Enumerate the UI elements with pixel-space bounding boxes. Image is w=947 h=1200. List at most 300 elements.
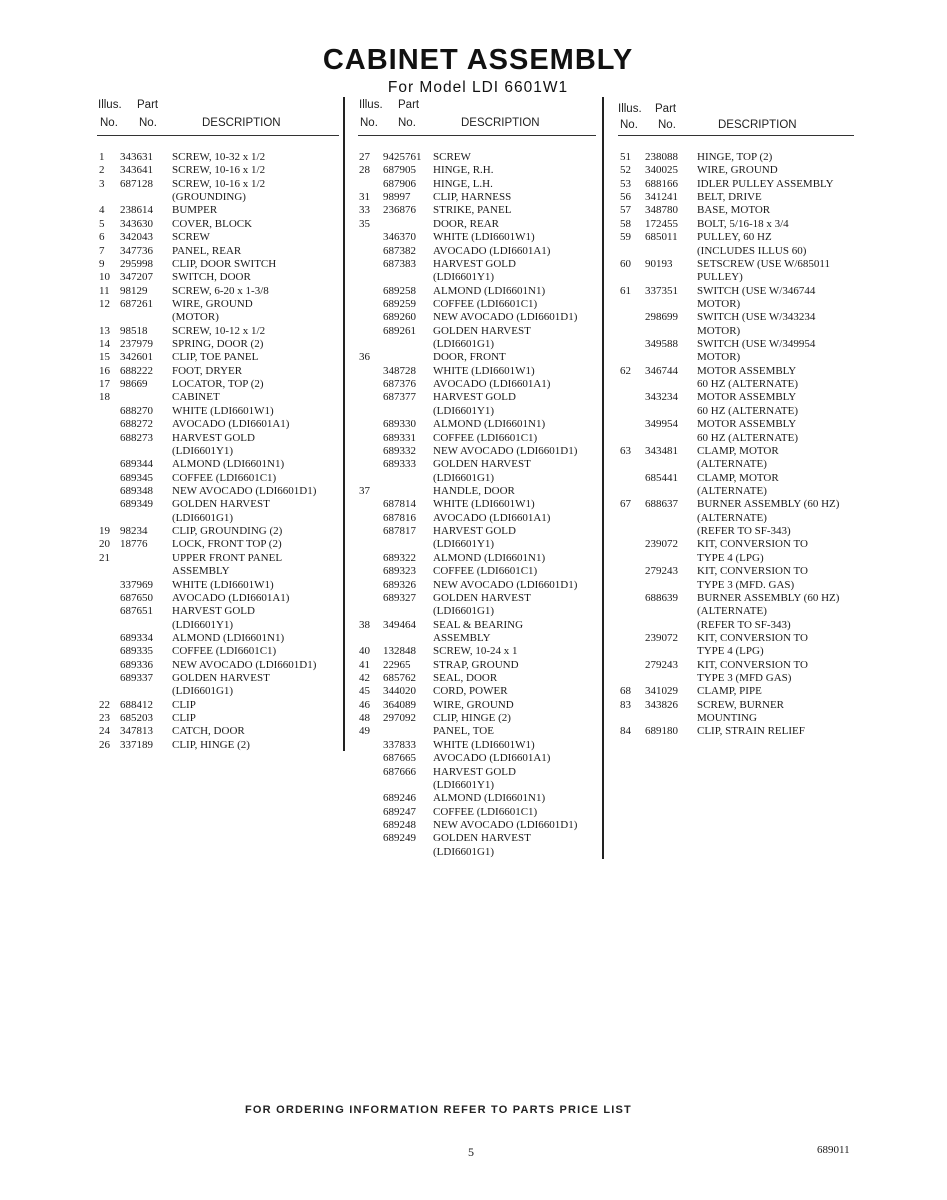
part-description: COFFEE (LDI6601C1) [433, 565, 538, 578]
illus-number: 18 [99, 391, 110, 404]
illus-number: 40 [359, 645, 370, 658]
part-description: (LDI6601G1) [433, 338, 495, 351]
table-row [618, 579, 854, 592]
column-header [618, 97, 854, 136]
illus-number: 56 [620, 191, 631, 204]
part-number: 687905 [383, 164, 416, 177]
part-description: HARVEST GOLD [433, 765, 516, 778]
table-row [97, 525, 339, 538]
part-number: 349588 [645, 338, 678, 351]
table-row [97, 245, 339, 258]
table-row [358, 645, 596, 658]
table-row [97, 271, 339, 284]
part-number: 348728 [383, 364, 416, 377]
table-row [358, 472, 596, 485]
part-number: 689249 [383, 832, 416, 845]
part-number: 687376 [383, 378, 416, 391]
table-row [97, 164, 339, 177]
table-row [618, 472, 854, 485]
illus-number: 23 [99, 712, 110, 725]
part-description: IDLER PULLEY ASSEMBLY [697, 177, 834, 190]
illus-number: 13 [99, 324, 110, 337]
illus-number: 12 [99, 297, 110, 310]
part-description: NEW AVOCADO (LDI6601D1) [172, 484, 317, 497]
part-number: 344020 [383, 685, 416, 698]
table-row [618, 271, 854, 284]
part-description: DOOR, FRONT [433, 351, 506, 364]
part-description: GOLDEN HARVEST [172, 672, 270, 685]
table-row [97, 565, 339, 578]
part-description: NEW AVOCADO (LDI6601D1) [433, 578, 578, 591]
part-number: 688222 [120, 364, 153, 377]
part-description: BUMPER [172, 204, 218, 217]
part-number: 342043 [120, 231, 153, 244]
part-description: WHITE (LDI6601W1) [433, 498, 535, 511]
part-description: CLIP, DOOR SWITCH [172, 257, 277, 270]
part-description: CABINET [172, 391, 220, 404]
illus-number: 41 [359, 658, 370, 671]
part-description: CLAMP, PIPE [697, 685, 762, 698]
part-description: HINGE, R.H. [433, 164, 494, 177]
part-number: 689259 [383, 297, 416, 310]
table-row [97, 151, 339, 164]
table-row [618, 685, 854, 698]
illus-number: 17 [99, 378, 110, 391]
table-row [618, 445, 854, 458]
table-row [358, 325, 596, 338]
illus-number: 16 [99, 364, 110, 377]
part-description: TYPE 3 (MFD GAS) [697, 672, 792, 685]
part-description: 60 HZ (ALTERNATE) [697, 378, 799, 391]
part-description: GOLDEN HARVEST [433, 324, 531, 337]
part-number: 687377 [383, 391, 416, 404]
table-row [97, 485, 339, 498]
illus-number: 7 [99, 244, 105, 257]
illus-number: 35 [359, 217, 370, 230]
part-number: 689345 [120, 471, 153, 484]
table-row [618, 712, 854, 725]
part-number: 364089 [383, 698, 416, 711]
part-number: 341029 [645, 685, 678, 698]
part-number: 346744 [645, 364, 678, 377]
part-description: SCREW, 10-32 x 1/2 [172, 151, 266, 163]
table-row [97, 365, 339, 378]
illus-number: 6 [99, 231, 105, 244]
table-row [618, 725, 854, 738]
table-row [618, 245, 854, 258]
table-row [618, 525, 854, 538]
part-number: 9425761 [383, 151, 422, 163]
part-description: SCREW [433, 151, 471, 163]
part-description: BASE, MOTOR [697, 204, 771, 217]
illus-number: 67 [620, 498, 631, 511]
part-description: AVOCADO (LDI6601A1) [172, 418, 290, 431]
table-row [97, 538, 339, 551]
table-row [358, 605, 596, 618]
table-row [358, 699, 596, 712]
part-description: CLIP [172, 712, 196, 725]
part-number: 343234 [645, 391, 678, 404]
table-row [618, 258, 854, 271]
table-row [358, 151, 596, 164]
table-row [97, 191, 339, 204]
illus-number: 62 [620, 364, 631, 377]
table-row [618, 351, 854, 364]
header-part-no: No. [658, 119, 676, 131]
illus-number: 2 [99, 164, 105, 177]
illus-number: 51 [620, 151, 631, 163]
table-row [358, 485, 596, 498]
table-row [358, 178, 596, 191]
part-description: SCREW, 10-16 x 1/2 [172, 164, 266, 177]
part-description: ALMOND (LDI6601N1) [172, 458, 285, 471]
part-number: 688412 [120, 698, 153, 711]
part-description: GOLDEN HARVEST [172, 498, 270, 511]
part-description: AVOCADO (LDI6601A1) [172, 591, 290, 604]
part-description: (ALTERNATE) [697, 605, 767, 618]
table-row [358, 806, 596, 819]
part-number: 689258 [383, 284, 416, 297]
illus-number: 22 [99, 698, 110, 711]
table-row [97, 378, 339, 391]
part-number: 689327 [383, 591, 416, 604]
table-row [618, 338, 854, 351]
table-row [618, 191, 854, 204]
table-row [358, 258, 596, 271]
part-number: 689246 [383, 792, 416, 805]
illus-number: 36 [359, 351, 370, 364]
table-row [618, 231, 854, 244]
part-description: NEW AVOCADO (LDI6601D1) [433, 818, 578, 831]
part-description: SETSCREW (USE W/685011 [697, 257, 831, 270]
part-number: 337351 [645, 284, 678, 297]
table-row [97, 231, 339, 244]
illus-number: 37 [359, 484, 370, 497]
illus-number: 27 [359, 151, 370, 163]
illus-number: 11 [99, 284, 110, 297]
illus-number: 57 [620, 204, 631, 217]
table-row [358, 164, 596, 177]
part-number: 342601 [120, 351, 153, 364]
part-description: PULLEY) [697, 271, 743, 284]
parts-column-2 [358, 97, 596, 859]
table-row [358, 512, 596, 525]
illus-number: 14 [99, 338, 110, 351]
part-number: 298699 [645, 311, 678, 324]
table-row [618, 164, 854, 177]
table-row [618, 458, 854, 471]
illus-number: 48 [359, 712, 370, 725]
part-description: MOUNTING [697, 712, 757, 725]
table-row [358, 298, 596, 311]
part-number: 689344 [120, 458, 153, 471]
table-row [97, 605, 339, 618]
table-row [358, 231, 596, 244]
column-divider [343, 97, 345, 751]
table-row [97, 672, 339, 685]
part-description: TYPE 3 (MFD. GAS) [697, 578, 795, 591]
illus-number: 46 [359, 698, 370, 711]
part-description: SCREW, 10-12 x 1/2 [172, 324, 266, 337]
table-row [97, 351, 339, 364]
part-number: 689333 [383, 458, 416, 471]
part-number: 688273 [120, 431, 153, 444]
part-number: 236876 [383, 204, 416, 217]
table-row [97, 725, 339, 738]
part-number: 689348 [120, 484, 153, 497]
column-header [97, 97, 339, 136]
table-row [618, 218, 854, 231]
part-description: AVOCADO (LDI6601A1) [433, 511, 551, 524]
table-row [358, 819, 596, 832]
part-number: 98518 [120, 324, 148, 337]
part-number: 687128 [120, 177, 153, 190]
illus-number: 3 [99, 177, 105, 190]
part-number: 687817 [383, 525, 416, 538]
part-number: 689334 [120, 631, 153, 644]
part-description: WIRE, GROUND [172, 297, 253, 310]
table-row [97, 619, 339, 632]
part-number: 98669 [120, 378, 148, 391]
table-row [618, 405, 854, 418]
part-number: 689323 [383, 565, 416, 578]
header-illus-no: No. [360, 117, 378, 129]
part-description: (LDI6601Y1) [433, 778, 495, 791]
illus-number: 19 [99, 525, 110, 538]
part-number: 688639 [645, 591, 678, 604]
parts-column-3 [618, 97, 854, 739]
illus-number: 31 [359, 191, 370, 204]
illus-number: 21 [99, 551, 110, 564]
part-number: 239072 [645, 631, 678, 644]
part-description: HANDLE, DOOR [433, 484, 515, 497]
part-number: 98234 [120, 525, 148, 538]
table-row [618, 298, 854, 311]
table-row [97, 472, 339, 485]
part-number: 688166 [645, 177, 678, 190]
part-number: 340025 [645, 164, 678, 177]
table-row [618, 378, 854, 391]
part-description: ALMOND (LDI6601N1) [172, 631, 285, 644]
part-description: ASSEMBLY [172, 565, 230, 578]
table-row [97, 458, 339, 471]
part-description: HARVEST GOLD [433, 525, 516, 538]
table-row [618, 485, 854, 498]
part-description: (LDI6601Y1) [172, 618, 234, 631]
table-row [618, 432, 854, 445]
table-row [358, 739, 596, 752]
part-number: 238088 [645, 151, 678, 163]
part-description: CORD, POWER [433, 685, 508, 698]
part-description: PANEL, TOE [433, 725, 494, 738]
part-number: 687651 [120, 605, 153, 618]
part-description: (ALTERNATE) [697, 484, 767, 497]
part-description: WHITE (LDI6601W1) [433, 738, 535, 751]
part-description: WHITE (LDI6601W1) [172, 578, 274, 591]
part-description: MOTOR) [697, 351, 741, 364]
part-number: 347813 [120, 725, 153, 738]
part-description: MOTOR) [697, 297, 741, 310]
table-row [97, 285, 339, 298]
table-row [358, 204, 596, 217]
part-number: 347736 [120, 244, 153, 257]
part-number: 346370 [383, 231, 416, 244]
header-description: DESCRIPTION [718, 119, 797, 131]
illus-number: 53 [620, 177, 631, 190]
part-number: 22965 [383, 658, 411, 671]
part-description: SCREW, 10-24 x 1 [433, 645, 518, 658]
part-description: WHITE (LDI6601W1) [172, 404, 274, 417]
table-row [358, 351, 596, 364]
part-number: 132848 [383, 645, 416, 658]
part-description: HARVEST GOLD [433, 391, 516, 404]
part-description: GOLDEN HARVEST [433, 458, 531, 471]
part-number: 687816 [383, 511, 416, 524]
part-description: STRIKE, PANEL [433, 204, 512, 217]
table-row [618, 365, 854, 378]
part-description: BURNER ASSEMBLY (60 HZ) [697, 498, 840, 511]
table-row [358, 552, 596, 565]
parts-list [97, 151, 339, 752]
part-number: 689337 [120, 672, 153, 685]
part-number: 687650 [120, 591, 153, 604]
part-number: 689326 [383, 578, 416, 591]
illus-number: 52 [620, 164, 631, 177]
table-row [358, 779, 596, 792]
part-number: 687666 [383, 765, 416, 778]
table-row [97, 432, 339, 445]
header-illus: Illus. [359, 99, 383, 111]
part-description: WHITE (LDI6601W1) [433, 364, 535, 377]
part-description: LOCATOR, TOP (2) [172, 378, 264, 391]
part-description: COFFEE (LDI6601C1) [433, 805, 538, 818]
part-description: FOOT, DRYER [172, 364, 243, 377]
table-row [358, 619, 596, 632]
table-row [358, 191, 596, 204]
illus-number: 58 [620, 217, 631, 230]
part-number: 689336 [120, 658, 153, 671]
part-description: (LDI6601Y1) [433, 538, 495, 551]
part-number: 341241 [645, 191, 678, 204]
part-description: (GROUNDING) [172, 191, 246, 204]
table-row [618, 204, 854, 217]
illus-number: 20 [99, 538, 110, 551]
header-illus: Illus. [98, 99, 122, 111]
part-description: BOLT, 5/16-18 x 3/4 [697, 217, 789, 230]
part-number: 689322 [383, 551, 416, 564]
illus-number: 28 [359, 164, 370, 177]
illus-number: 10 [99, 271, 110, 284]
part-description: SEAL, DOOR [433, 672, 498, 685]
table-row [618, 178, 854, 191]
header-part: Part [655, 103, 677, 115]
part-description: KIT, CONVERSION TO [697, 658, 808, 671]
part-number: 688272 [120, 418, 153, 431]
header-illus: Illus. [618, 103, 642, 115]
table-row [358, 592, 596, 605]
part-description: GOLDEN HARVEST [433, 591, 531, 604]
table-row [358, 498, 596, 511]
part-description: 60 HZ (ALTERNATE) [697, 404, 799, 417]
illus-number: 84 [620, 725, 631, 738]
part-description: MOTOR ASSEMBLY [697, 418, 797, 431]
part-description: SCREW, 10-16 x 1/2 [172, 177, 266, 190]
table-row [618, 325, 854, 338]
part-number: 687383 [383, 257, 416, 270]
table-row [618, 619, 854, 632]
part-description: WIRE, GROUND [433, 698, 514, 711]
table-row [358, 458, 596, 471]
part-number: 343826 [645, 698, 678, 711]
part-description: SCREW, BURNER [697, 698, 785, 711]
table-row [358, 525, 596, 538]
part-number: 343630 [120, 217, 153, 230]
part-description: NEW AVOCADO (LDI6601D1) [433, 444, 578, 457]
table-row [358, 418, 596, 431]
part-description: CLIP, TOE PANEL [172, 351, 259, 364]
part-description: SCREW, 6-20 x 1-3/8 [172, 284, 269, 297]
part-description: CLIP, STRAIN RELIEF [697, 725, 805, 738]
header-illus-no: No. [100, 117, 118, 129]
illus-number: 4 [99, 204, 105, 217]
table-row [97, 298, 339, 311]
part-number: 687261 [120, 297, 153, 310]
table-row [358, 846, 596, 859]
part-description: (LDI6601G1) [433, 471, 495, 484]
column-divider [602, 97, 604, 859]
part-number: 238614 [120, 204, 153, 217]
part-number: 688637 [645, 498, 678, 511]
part-description: (LDI6601G1) [433, 845, 495, 858]
table-row [97, 512, 339, 525]
part-description: ALMOND (LDI6601N1) [433, 551, 546, 564]
table-row [618, 552, 854, 565]
part-description: TYPE 4 (LPG) [697, 645, 764, 658]
part-description: (LDI6601G1) [172, 511, 234, 524]
part-number: 687906 [383, 177, 416, 190]
illus-number: 60 [620, 257, 631, 270]
part-number: 689330 [383, 418, 416, 431]
table-row [618, 659, 854, 672]
part-number: 98997 [383, 191, 411, 204]
part-number: 18776 [120, 538, 148, 551]
table-row [358, 725, 596, 738]
part-description: AVOCADO (LDI6601A1) [433, 378, 551, 391]
table-row [358, 391, 596, 404]
part-description: AVOCADO (LDI6601A1) [433, 752, 551, 765]
table-row [358, 565, 596, 578]
table-row [618, 285, 854, 298]
table-row [97, 338, 339, 351]
table-row [97, 258, 339, 271]
table-row [358, 752, 596, 765]
part-description: (LDI6601G1) [172, 685, 234, 698]
part-description: CLAMP, MOTOR [697, 471, 779, 484]
table-row [358, 285, 596, 298]
illus-number: 68 [620, 685, 631, 698]
part-description: WHITE (LDI6601W1) [433, 231, 535, 244]
part-number: 343631 [120, 151, 153, 163]
part-description: NEW AVOCADO (LDI6601D1) [172, 658, 317, 671]
part-description: HINGE, L.H. [433, 177, 493, 190]
part-description: AVOCADO (LDI6601A1) [433, 244, 551, 257]
table-row [618, 391, 854, 404]
table-row [618, 672, 854, 685]
illus-number: 1 [99, 151, 105, 163]
table-row [358, 432, 596, 445]
part-description: (REFER TO SF-343) [697, 525, 791, 538]
part-description: SCREW [172, 231, 210, 244]
